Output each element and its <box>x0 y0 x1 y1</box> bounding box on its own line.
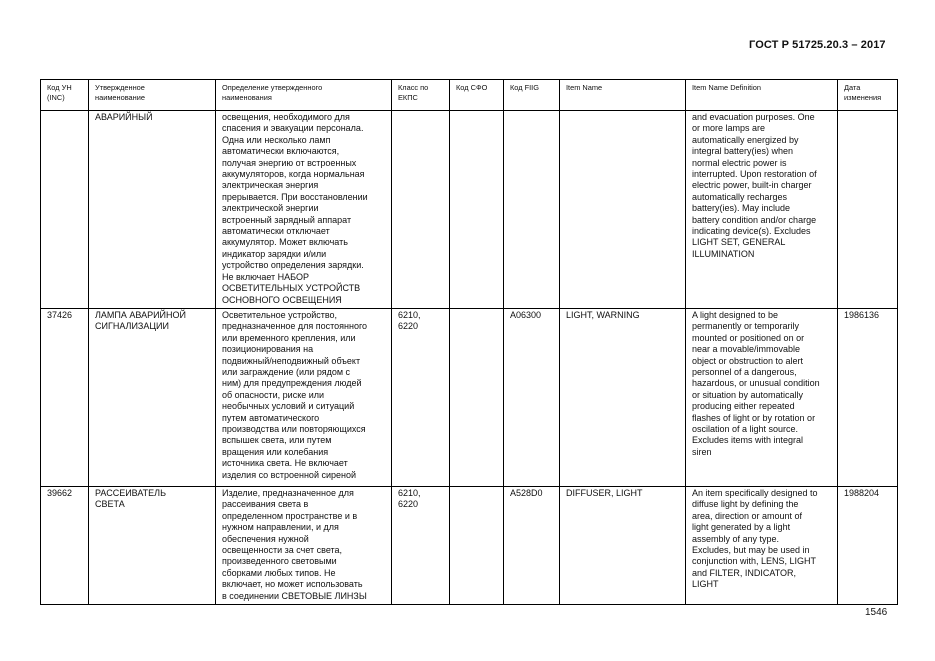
cell-sfo <box>450 309 504 487</box>
table-row <box>41 309 898 487</box>
cell-item-name: LIGHT, WARNING <box>560 309 686 487</box>
classification-table <box>40 79 898 605</box>
col-header-ekps: Класс по ЕКПС <box>392 80 450 111</box>
cell-definition: Осветительное устройство, предназначенное для постоянного или временного крепления, или позиционирования на подвижный/неподвижный объект или заграждение (или рядом с ним) для предупреждения людей об опасности, риске или необычных условий и ситуаций путем автоматического производства или повторяющихся вспышек света, или путем вращения или колебания источника света. Не включает изделия со встроенной сиреной <box>216 309 392 487</box>
cell-fiig: A06300 <box>504 309 560 487</box>
cell-inc: 37426 <box>41 309 89 487</box>
cell-change-date <box>838 111 898 309</box>
cell-change-date: 1988204 <box>838 487 898 605</box>
cell-definition: освещения, необходимого для спасения и эвакуации персонала. Одна или несколько ламп автоматически включаются, получая энергию от встроенных аккумуляторов, когда нормальная электрическая энергия прерывается. При восстановлении электрической энергии встроенный зарядный аппарат автоматически отключает аккумулятор. Может включать индикатор зарядки и/или устройство определения зарядки. Не включает НАБОР ОСВЕТИТЕЛЬНЫХ УСТРОЙСТВ ОСНОВНОГО ОСВЕЩЕНИЯ <box>216 111 392 309</box>
cell-sfo <box>450 111 504 309</box>
cell-change-date: 1986136 <box>838 309 898 487</box>
cell-inc: 39662 <box>41 487 89 605</box>
cell-ekps <box>392 111 450 309</box>
cell-ekps: 6210, 6220 <box>392 487 450 605</box>
cell-definition: Изделие, предназначенное для рассеивания света в определенном пространстве и в нужном направлении, и для обеспечения нужной освещенности за счет света, произведенного световыми сборками любых типов. Не включает, но может использовать в соединении СВЕТОВЫЕ ЛИНЗЫ <box>216 487 392 605</box>
table-row <box>41 487 898 605</box>
cell-approved-name: АВАРИЙНЫЙ <box>89 111 216 309</box>
cell-item-definition: and evacuation purposes. One or more lamps are automatically energized by integral battery(ies) when normal electric power is interrupted. Upon restoration of electric power, built-in charger automatically recharges battery(ies). May include battery condition and/or charge indicating device(s). Excludes LIGHT SET, GENERAL ILLUMINATION <box>686 111 838 309</box>
col-header-definition: Определение утвержденного наименования <box>216 80 392 111</box>
cell-item-name <box>560 111 686 309</box>
cell-ekps: 6210, 6220 <box>392 309 450 487</box>
cell-approved-name: ЛАМПА АВАРИЙНОЙ СИГНАЛИЗАЦИИ <box>89 309 216 487</box>
col-header-sfo: Код СФО <box>450 80 504 111</box>
col-header-fiig: Код FIIG <box>504 80 560 111</box>
cell-fiig <box>504 111 560 309</box>
cell-item-definition: A light designed to be permanently or temporarily mounted or positioned on or near a movable/immovable object or obstruction to alert personnel of a dangerous, hazardous, or unusual condition or situation by automatically producing either repeated flashes of light or by rotation or oscilation of a light source. Excludes items with integral siren <box>686 309 838 487</box>
col-header-item-name: Item Name <box>560 80 686 111</box>
table-header-row <box>41 80 898 111</box>
col-header-change-date: Дата изменения <box>838 80 898 111</box>
cell-approved-name: РАССЕИВАТЕЛЬ СВЕТА <box>89 487 216 605</box>
cell-inc <box>41 111 89 309</box>
cell-item-definition: An item specifically designed to diffuse light by defining the area, direction or amount of light generated by a light assembly of any type. Excludes, but may be used in conjunction with, LENS, LIGHT and FILTER, INDICATOR, LIGHT <box>686 487 838 605</box>
page-number: 1546 <box>865 607 888 618</box>
col-header-inc: Код УН (INC) <box>41 80 89 111</box>
table-row <box>41 111 898 309</box>
standard-designation: ГОСТ Р 51725.20.3 – 2017 <box>749 39 886 51</box>
cell-item-name: DIFFUSER, LIGHT <box>560 487 686 605</box>
col-header-approved-name: Утвержденное наименование <box>89 80 216 111</box>
cell-fiig: A528D0 <box>504 487 560 605</box>
col-header-item-definition: Item Name Definition <box>686 80 838 111</box>
cell-sfo <box>450 487 504 605</box>
